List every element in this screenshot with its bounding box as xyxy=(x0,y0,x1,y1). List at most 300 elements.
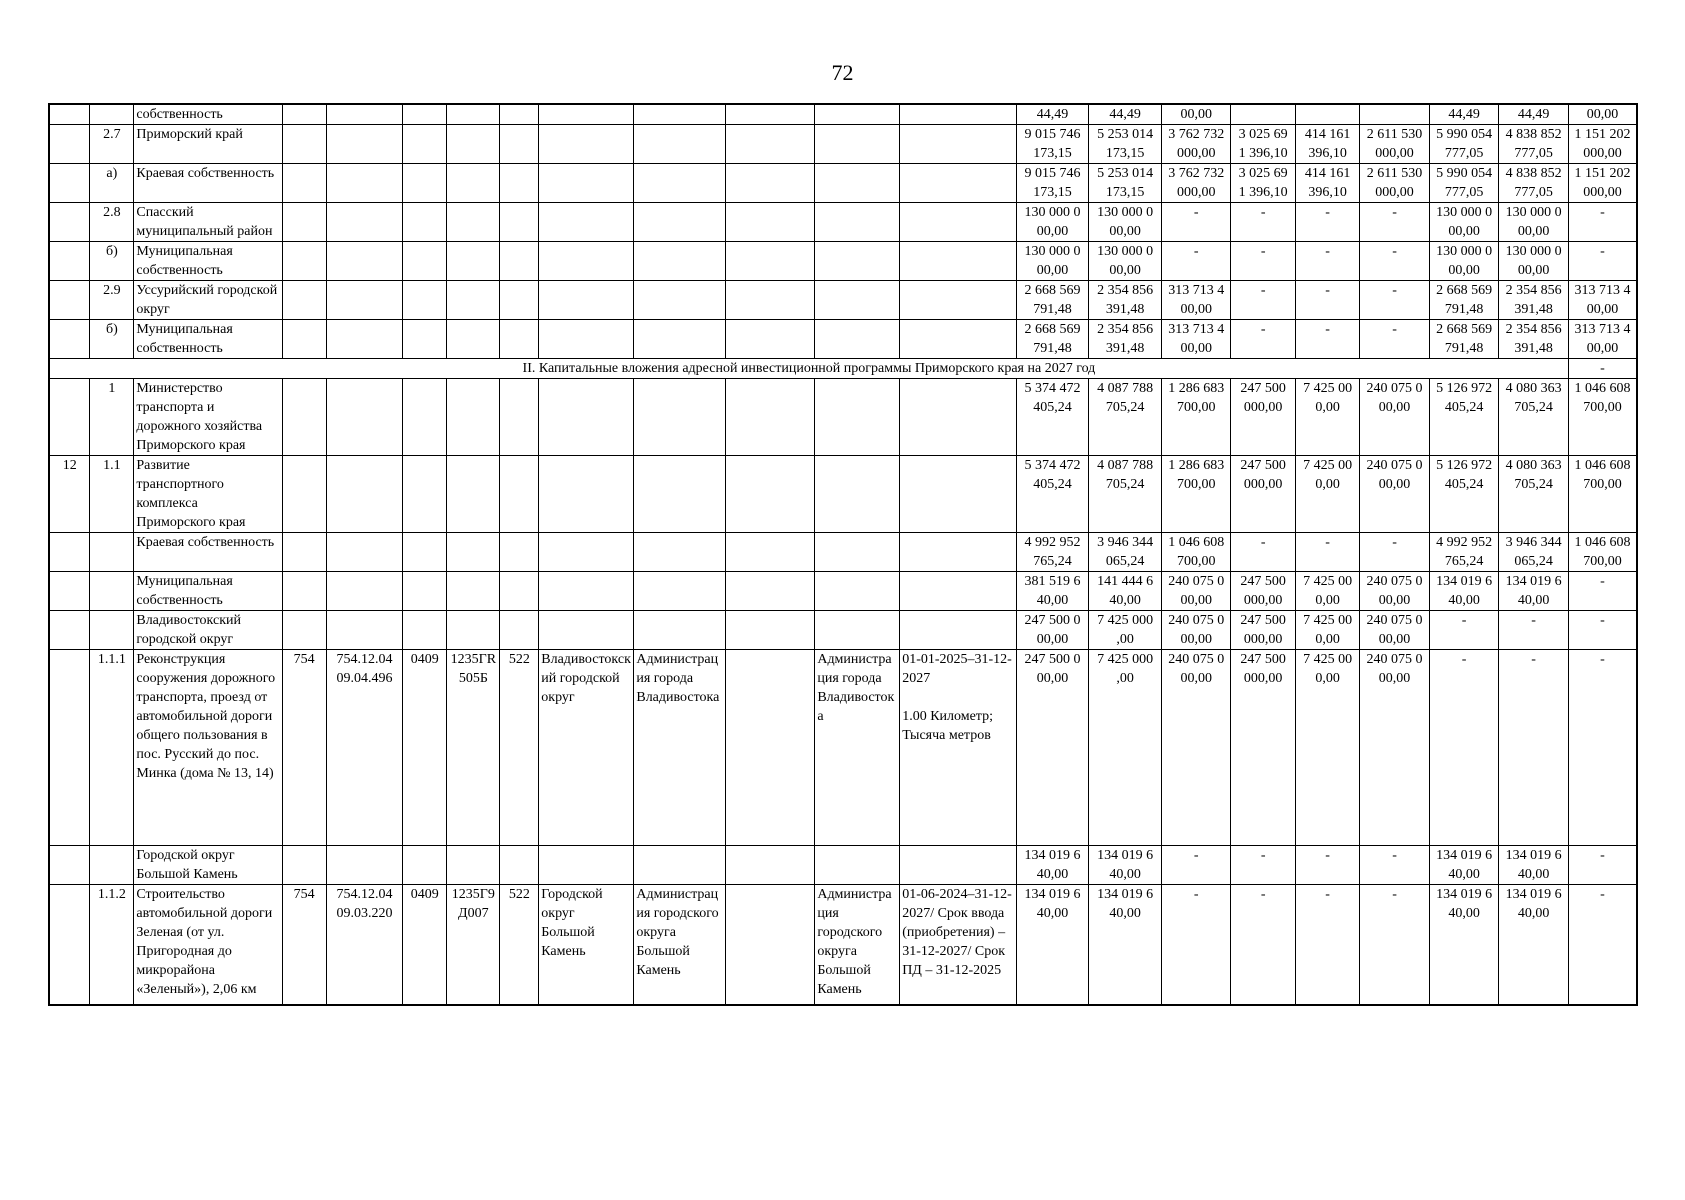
page-number: 72 xyxy=(831,60,854,85)
value-cell: 3 025 69 1 396,10 xyxy=(1231,125,1295,164)
cell-razdel: 0409 xyxy=(403,885,447,1005)
cell-kbk: 754.12.04 09.04.496 xyxy=(326,650,403,846)
empty-cell xyxy=(634,572,726,611)
empty-cell xyxy=(634,533,726,572)
empty-cell xyxy=(403,104,447,125)
value-cell: 2 611 530 000,00 xyxy=(1360,164,1430,203)
value-cell: 240 075 0 00,00 xyxy=(1161,611,1231,650)
value-cell: 313 713 4 00,00 xyxy=(1161,320,1231,359)
cell-n xyxy=(49,533,90,572)
value-cell: 5 126 972 405,24 xyxy=(1429,379,1499,456)
row-2-9 xyxy=(49,281,1637,320)
empty-cell xyxy=(403,242,447,281)
value-cell: - xyxy=(1161,203,1231,242)
value-cell: 4 080 363 705,24 xyxy=(1499,456,1569,533)
cell-code xyxy=(90,533,134,572)
value-cell: - xyxy=(1568,846,1637,885)
empty-cell xyxy=(634,320,726,359)
empty-cell xyxy=(815,242,900,281)
empty-cell xyxy=(326,203,403,242)
empty-cell xyxy=(539,456,634,533)
empty-cell xyxy=(815,533,900,572)
value-cell: - xyxy=(1295,533,1359,572)
cell-code: б) xyxy=(90,320,134,359)
empty-cell xyxy=(500,281,539,320)
empty-cell xyxy=(634,611,726,650)
cell-n xyxy=(49,242,90,281)
value-cell: - xyxy=(1568,572,1637,611)
value-cell: 4 087 788 705,24 xyxy=(1089,456,1162,533)
value-cell: - xyxy=(1429,650,1499,846)
cell-code: а) xyxy=(90,164,134,203)
value-cell: 414 161 396,10 xyxy=(1295,164,1359,203)
empty-cell xyxy=(815,320,900,359)
value-cell: 2 354 856 391,48 xyxy=(1499,320,1569,359)
value-cell: - xyxy=(1360,533,1430,572)
empty-cell xyxy=(447,572,500,611)
cell-code: 2.8 xyxy=(90,203,134,242)
value-cell: - xyxy=(1568,885,1637,1005)
value-cell: 4 992 952 765,24 xyxy=(1429,533,1499,572)
cell-grbs: 754 xyxy=(282,885,326,1005)
row-2-9-b xyxy=(49,320,1637,359)
empty-cell xyxy=(326,104,403,125)
value-cell: 1 286 683 700,00 xyxy=(1161,456,1231,533)
value-cell: - xyxy=(1295,320,1359,359)
value-cell: - xyxy=(1568,242,1637,281)
value-cell: 247 500 000,00 xyxy=(1231,456,1295,533)
row-bolshoy-kamen xyxy=(49,846,1637,885)
empty-cell xyxy=(500,104,539,125)
empty-cell xyxy=(815,104,900,125)
value-cell: 2 354 856 391,48 xyxy=(1089,320,1162,359)
value-cell: 130 000 0 00,00 xyxy=(1429,242,1499,281)
cell-n xyxy=(49,203,90,242)
empty-cell xyxy=(900,379,1017,456)
empty-cell xyxy=(447,203,500,242)
empty-cell xyxy=(447,104,500,125)
value-cell: 00,00 xyxy=(1568,104,1637,125)
value-cell xyxy=(1295,104,1359,125)
value-cell: 44,49 xyxy=(1429,104,1499,125)
table-body-mid xyxy=(49,379,1637,650)
value-cell: 44,49 xyxy=(1016,104,1089,125)
empty-cell xyxy=(447,281,500,320)
empty-cell xyxy=(539,203,634,242)
value-cell: 381 519 6 40,00 xyxy=(1016,572,1089,611)
empty-cell xyxy=(403,125,447,164)
cell-code xyxy=(90,572,134,611)
row-1-ministry xyxy=(49,379,1637,456)
value-cell: - xyxy=(1295,885,1359,1005)
row-2-7-a xyxy=(49,164,1637,203)
cell-n xyxy=(49,125,90,164)
cell-empty xyxy=(726,650,815,846)
empty-cell xyxy=(326,611,403,650)
empty-cell xyxy=(500,572,539,611)
value-cell: 247 500 000,00 xyxy=(1231,379,1295,456)
empty-cell xyxy=(282,164,326,203)
empty-cell xyxy=(282,572,326,611)
value-cell: 240 075 0 00,00 xyxy=(1161,572,1231,611)
empty-cell xyxy=(539,379,634,456)
empty-cell xyxy=(447,320,500,359)
cell-code xyxy=(90,611,134,650)
value-cell: 4 087 788 705,24 xyxy=(1089,379,1162,456)
value-cell: - xyxy=(1231,885,1295,1005)
value-cell xyxy=(1231,104,1295,125)
empty-cell xyxy=(726,164,815,203)
empty-cell xyxy=(539,164,634,203)
value-cell: - xyxy=(1429,611,1499,650)
empty-cell xyxy=(500,203,539,242)
empty-cell xyxy=(726,203,815,242)
cell-code: 1.1.2 xyxy=(90,885,134,1005)
cell-code xyxy=(90,846,134,885)
empty-cell xyxy=(282,104,326,125)
empty-cell xyxy=(403,320,447,359)
value-cell: 240 075 0 00,00 xyxy=(1360,611,1430,650)
row-1-1 xyxy=(49,456,1637,533)
value-cell: 7 425 000 ,00 xyxy=(1089,611,1162,650)
empty-cell xyxy=(815,611,900,650)
empty-cell xyxy=(282,379,326,456)
value-cell: - xyxy=(1231,242,1295,281)
value-cell: 7 425 000 ,00 xyxy=(1089,650,1162,846)
empty-cell xyxy=(539,104,634,125)
empty-cell xyxy=(326,572,403,611)
cell-n: 12 xyxy=(49,456,90,533)
value-cell: 240 075 0 00,00 xyxy=(1161,650,1231,846)
value-cell: 134 019 6 40,00 xyxy=(1089,885,1162,1005)
empty-cell xyxy=(634,125,726,164)
empty-cell xyxy=(726,104,815,125)
empty-cell xyxy=(403,281,447,320)
value-cell: - xyxy=(1231,533,1295,572)
value-cell: 7 425 00 0,00 xyxy=(1295,650,1359,846)
empty-cell xyxy=(539,242,634,281)
row-kraevaya xyxy=(49,533,1637,572)
cell-name: Приморский край xyxy=(134,125,282,164)
empty-cell xyxy=(326,242,403,281)
cell-municipality: Городской округ Большой Камень xyxy=(539,885,634,1005)
value-cell: 2 611 530 000,00 xyxy=(1360,125,1430,164)
value-cell: - xyxy=(1295,846,1359,885)
value-cell: 134 019 6 40,00 xyxy=(1089,846,1162,885)
value-cell: 240 075 0 00,00 xyxy=(1360,456,1430,533)
empty-cell xyxy=(726,242,815,281)
value-cell: 5 126 972 405,24 xyxy=(1429,456,1499,533)
cell-name: Муниципальная собственность xyxy=(134,242,282,281)
empty-cell xyxy=(403,203,447,242)
cell-name: Городской округ Большой Камень xyxy=(134,846,282,885)
value-cell: 313 713 4 00,00 xyxy=(1568,281,1637,320)
cell-n xyxy=(49,572,90,611)
empty-cell xyxy=(539,281,634,320)
cell-n xyxy=(49,281,90,320)
value-cell: 44,49 xyxy=(1499,104,1569,125)
value-cell: 247 500 000,00 xyxy=(1231,650,1295,846)
empty-cell xyxy=(500,456,539,533)
empty-cell xyxy=(500,125,539,164)
empty-cell xyxy=(900,611,1017,650)
empty-cell xyxy=(900,104,1017,125)
empty-cell xyxy=(815,456,900,533)
cell-builder: Администрация городского округа Большой Камень xyxy=(815,885,900,1005)
cell-code: 1.1 xyxy=(90,456,134,533)
cell-name: Муниципальная собственность xyxy=(134,572,282,611)
value-cell: 7 425 00 0,00 xyxy=(1295,572,1359,611)
cell-customer: Администрация городского округа Большой Камень xyxy=(634,885,726,1005)
empty-cell xyxy=(282,533,326,572)
cell-code: 1.1.1 xyxy=(90,650,134,846)
value-cell: 5 374 472 405,24 xyxy=(1016,379,1089,456)
investment-program-table xyxy=(48,103,1638,1006)
value-cell: - xyxy=(1499,611,1569,650)
value-cell: 3 946 344 065,24 xyxy=(1089,533,1162,572)
empty-cell xyxy=(500,164,539,203)
cell-n xyxy=(49,164,90,203)
empty-cell xyxy=(403,533,447,572)
empty-cell xyxy=(634,104,726,125)
empty-cell xyxy=(326,281,403,320)
value-cell: - xyxy=(1231,281,1295,320)
cell-csr: 1235ГR 505Б xyxy=(447,650,500,846)
cell-name: Министерство транспорта и дорожного хозяйства Приморского края xyxy=(134,379,282,456)
value-cell: 9 015 746 173,15 xyxy=(1016,125,1089,164)
value-cell: - xyxy=(1568,203,1637,242)
empty-cell xyxy=(447,164,500,203)
empty-cell xyxy=(900,281,1017,320)
value-cell: 247 500 000,00 xyxy=(1231,611,1295,650)
value-cell: 5 253 014 173,15 xyxy=(1089,125,1162,164)
empty-cell xyxy=(282,611,326,650)
value-cell: 134 019 6 40,00 xyxy=(1429,572,1499,611)
cell-n xyxy=(49,846,90,885)
value-cell: 240 075 0 00,00 xyxy=(1360,379,1430,456)
empty-cell xyxy=(326,379,403,456)
value-cell: - xyxy=(1161,846,1231,885)
value-cell: 1 046 608 700,00 xyxy=(1161,533,1231,572)
value-cell: 4 838 852 777,05 xyxy=(1499,164,1569,203)
empty-cell xyxy=(726,125,815,164)
value-cell: 5 990 054 777,05 xyxy=(1429,164,1499,203)
value-cell: 2 668 569 791,48 xyxy=(1016,281,1089,320)
empty-cell xyxy=(282,242,326,281)
value-cell: - xyxy=(1568,650,1637,846)
cell-code: 2.9 xyxy=(90,281,134,320)
value-cell: 3 025 69 1 396,10 xyxy=(1231,164,1295,203)
value-cell: 5 253 014 173,15 xyxy=(1089,164,1162,203)
empty-cell xyxy=(403,456,447,533)
value-cell: 247 500 0 00,00 xyxy=(1016,611,1089,650)
empty-cell xyxy=(500,379,539,456)
empty-cell xyxy=(500,242,539,281)
value-cell: 313 713 4 00,00 xyxy=(1568,320,1637,359)
value-cell: 130 000 0 00,00 xyxy=(1089,242,1162,281)
empty-cell xyxy=(447,456,500,533)
cell-code: 2.7 xyxy=(90,125,134,164)
empty-cell xyxy=(539,320,634,359)
value-cell: 7 425 00 0,00 xyxy=(1295,611,1359,650)
value-cell: 247 500 0 00,00 xyxy=(1016,650,1089,846)
value-cell: - xyxy=(1161,242,1231,281)
value-cell: 240 075 0 00,00 xyxy=(1360,650,1430,846)
value-cell: 2 668 569 791,48 xyxy=(1429,320,1499,359)
cell-name: Владивостокский городской округ xyxy=(134,611,282,650)
empty-cell xyxy=(447,242,500,281)
value-cell: - xyxy=(1360,846,1430,885)
value-cell: 3 762 732 000,00 xyxy=(1161,164,1231,203)
cell-builder: Администрация города Владивостока xyxy=(815,650,900,846)
cell-code xyxy=(90,104,134,125)
section-title: II. Капитальные вложения адресной инвестиционной программы Приморского края на 2027 год xyxy=(49,359,1568,379)
value-cell: 44,49 xyxy=(1089,104,1162,125)
value-cell: 5 990 054 777,05 xyxy=(1429,125,1499,164)
empty-cell xyxy=(726,456,815,533)
cell-n xyxy=(49,885,90,1005)
value-cell: 7 425 00 0,00 xyxy=(1295,379,1359,456)
empty-cell xyxy=(634,203,726,242)
empty-cell xyxy=(900,533,1017,572)
cell-name: Уссурийский городской округ xyxy=(134,281,282,320)
empty-cell xyxy=(326,533,403,572)
empty-cell xyxy=(726,611,815,650)
cell-term: 01-06-2024–31-12-2027/ Срок ввода (приобретения) – 31-12-2027/ Срок ПД – 31-12-2025 xyxy=(900,885,1017,1005)
cell-name: Муниципальная собственность xyxy=(134,320,282,359)
empty-cell xyxy=(447,379,500,456)
empty-cell xyxy=(447,611,500,650)
empty-cell xyxy=(634,281,726,320)
value-cell: - xyxy=(1231,203,1295,242)
cell-n xyxy=(49,104,90,125)
empty-cell xyxy=(282,320,326,359)
empty-cell xyxy=(403,164,447,203)
value-cell: - xyxy=(1360,281,1430,320)
empty-cell xyxy=(282,203,326,242)
empty-cell xyxy=(900,242,1017,281)
value-cell: 2 354 856 391,48 xyxy=(1089,281,1162,320)
empty-cell xyxy=(815,379,900,456)
value-cell: 130 000 0 00,00 xyxy=(1499,242,1569,281)
row-2-7 xyxy=(49,125,1637,164)
row-2-8 xyxy=(49,203,1637,242)
cell-vr: 522 xyxy=(500,885,539,1005)
cell-csr: 1235Г9 Д007 xyxy=(447,885,500,1005)
value-cell: 2 354 856 391,48 xyxy=(1499,281,1569,320)
empty-cell xyxy=(726,533,815,572)
empty-cell xyxy=(326,456,403,533)
value-cell: - xyxy=(1161,885,1231,1005)
value-cell xyxy=(1360,104,1430,125)
cell-n xyxy=(49,320,90,359)
empty-cell xyxy=(815,203,900,242)
cell-term-power xyxy=(900,650,1017,846)
value-cell: 414 161 396,10 xyxy=(1295,125,1359,164)
value-cell: - xyxy=(1295,203,1359,242)
empty-cell xyxy=(726,320,815,359)
value-cell: 4 080 363 705,24 xyxy=(1499,379,1569,456)
table-body-top xyxy=(49,104,1637,359)
value-cell: 134 019 6 40,00 xyxy=(1499,572,1569,611)
table-body-objects xyxy=(49,650,1637,1005)
value-cell: 313 713 4 00,00 xyxy=(1161,281,1231,320)
value-cell: 134 019 6 40,00 xyxy=(1429,885,1499,1005)
value-cell: 2 668 569 791,48 xyxy=(1429,281,1499,320)
section-header-body xyxy=(49,359,1637,379)
empty-cell xyxy=(815,572,900,611)
cell-code: 1 xyxy=(90,379,134,456)
value-cell: 247 500 000,00 xyxy=(1231,572,1295,611)
empty-cell xyxy=(447,533,500,572)
value-cell: 1 151 202 000,00 xyxy=(1568,164,1637,203)
value-cell: 134 019 6 40,00 xyxy=(1499,885,1569,1005)
cell-term: 01-01-2025–31-12-2027 xyxy=(902,652,1012,686)
value-cell: - xyxy=(1360,203,1430,242)
empty-cell xyxy=(539,611,634,650)
empty-cell xyxy=(900,456,1017,533)
empty-cell xyxy=(282,125,326,164)
empty-cell xyxy=(900,164,1017,203)
value-cell: 130 000 0 00,00 xyxy=(1089,203,1162,242)
empty-cell xyxy=(500,533,539,572)
empty-cell xyxy=(539,572,634,611)
value-cell: 134 019 6 40,00 xyxy=(1429,846,1499,885)
empty-cell xyxy=(726,572,815,611)
empty-cell xyxy=(500,320,539,359)
section-dash: - xyxy=(1568,359,1637,379)
empty-cell xyxy=(815,164,900,203)
value-cell: 130 000 0 00,00 xyxy=(1016,242,1089,281)
empty-cell xyxy=(900,125,1017,164)
cell-name: Краевая собственность xyxy=(134,533,282,572)
empty-cell xyxy=(726,379,815,456)
value-cell: - xyxy=(1360,242,1430,281)
empty-cell xyxy=(634,164,726,203)
cell-name: Развитие транспортного комплекса Приморского края xyxy=(134,456,282,533)
cell-n xyxy=(49,611,90,650)
value-cell: 7 425 00 0,00 xyxy=(1295,456,1359,533)
empty-cell xyxy=(726,281,815,320)
empty-cell xyxy=(634,456,726,533)
empty-cell xyxy=(326,125,403,164)
empty-cell xyxy=(282,281,326,320)
value-cell: 00,00 xyxy=(1161,104,1231,125)
value-cell: - xyxy=(1295,281,1359,320)
cell-empty xyxy=(726,885,815,1005)
empty-cell xyxy=(447,125,500,164)
empty-cell xyxy=(403,572,447,611)
cell-name: Строительство автомобильной дороги Зеленая (от ул. Пригородная до микрорайона «Зеленый»), 2,06 км xyxy=(134,885,282,1005)
cell-razdel: 0409 xyxy=(403,650,447,846)
value-cell: 1 046 608 700,00 xyxy=(1568,456,1637,533)
value-cell: 1 286 683 700,00 xyxy=(1161,379,1231,456)
empty-cell xyxy=(403,379,447,456)
value-cell: 5 374 472 405,24 xyxy=(1016,456,1089,533)
value-cell: 3 762 732 000,00 xyxy=(1161,125,1231,164)
cell-code: б) xyxy=(90,242,134,281)
cell-power: 1.00 Километр; Тысяча метров xyxy=(902,709,993,743)
empty-cell xyxy=(900,572,1017,611)
cell-name: Краевая собственность xyxy=(134,164,282,203)
value-cell: - xyxy=(1360,885,1430,1005)
value-cell: 141 444 6 40,00 xyxy=(1089,572,1162,611)
empty-cell xyxy=(900,203,1017,242)
cell-n xyxy=(49,650,90,846)
value-cell: 2 668 569 791,48 xyxy=(1016,320,1089,359)
value-cell: 4 838 852 777,05 xyxy=(1499,125,1569,164)
cell-name: Спасский муниципальный район xyxy=(134,203,282,242)
